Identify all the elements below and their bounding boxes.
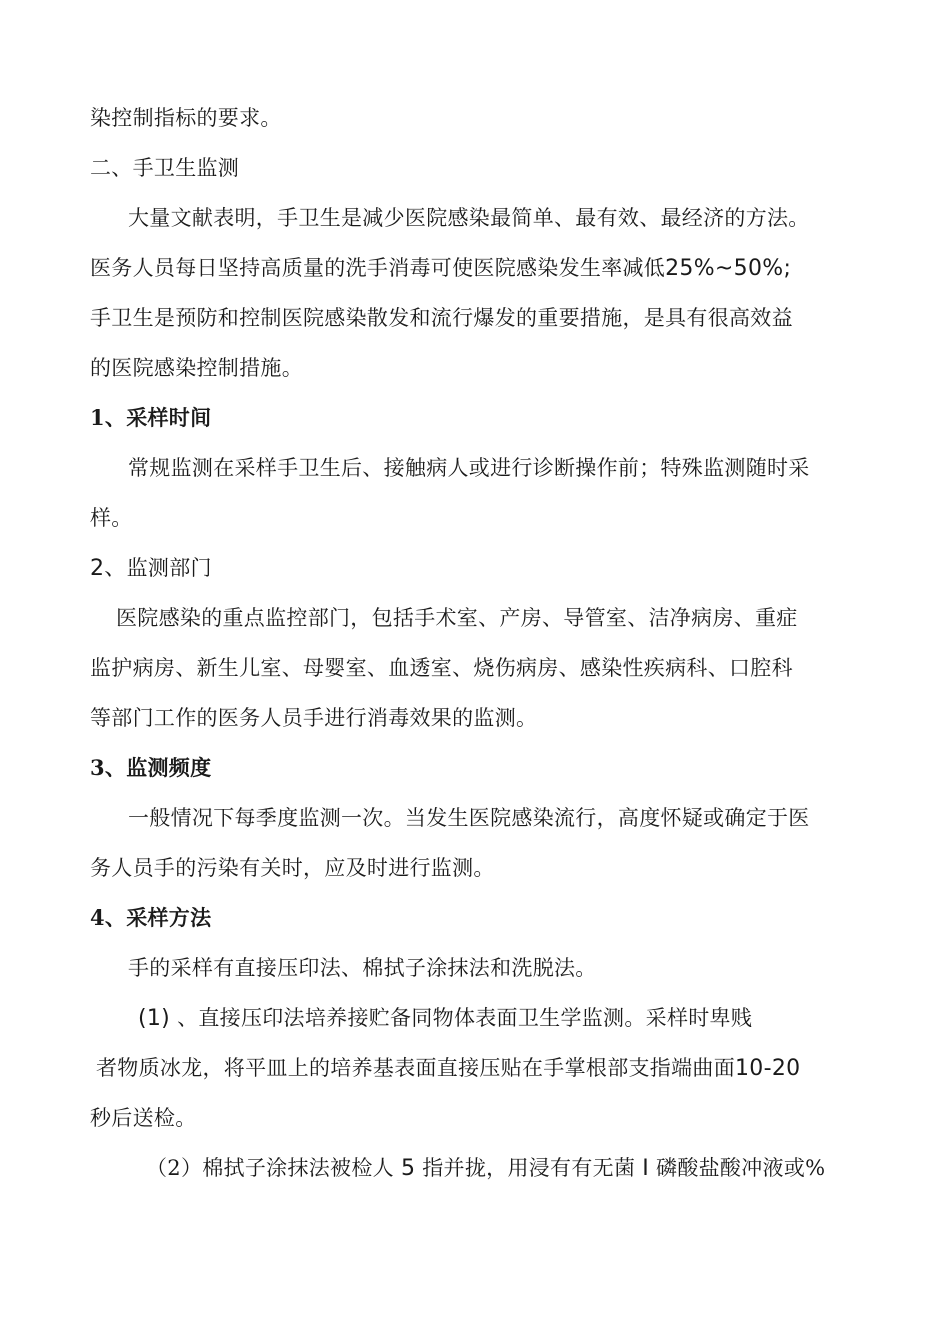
item-number: (1): [138, 1006, 171, 1031]
text-run: 医务人员每日坚持高质量的洗手消毒可使医院感染发生率减低: [90, 256, 666, 280]
text-run: 样。: [90, 506, 133, 530]
text-run: 大量文献表明，手卫生是减少医院感染最简单、最有效、最经济的方法。: [128, 206, 810, 230]
paragraph-line: [90, 704, 870, 732]
text-run: 监护病房、新生儿室、母婴室、血透室、烧伤病房、感染性疾病科、口腔科: [90, 656, 793, 680]
paragraph-line: [116, 604, 896, 632]
duration-range: 10-20: [735, 1056, 801, 1081]
text-run: 秒后送检。: [90, 1106, 197, 1130]
text-run: 手的采样有直接压印法、棉拭子涂抹法和洗脱法。: [128, 956, 597, 980]
subsection-heading: [90, 904, 870, 932]
paragraph-line: [90, 1104, 870, 1132]
paragraph-line: [96, 1054, 876, 1083]
stray-glyph: I: [642, 1156, 650, 1181]
finger-count: 5: [400, 1156, 416, 1181]
paragraph-line: [146, 1154, 926, 1183]
subsection-heading: [90, 554, 870, 583]
heading-text: 3、监测频度: [90, 755, 212, 780]
paragraph-line: [128, 204, 908, 232]
paragraph-line: [128, 954, 908, 982]
subsection-heading: [90, 404, 870, 432]
paragraph-line: [90, 504, 870, 532]
heading-text: 监测部门: [126, 556, 212, 580]
text-run: 手卫生是预防和控制医院感染散发和流行爆发的重要措施，是具有很高效益: [90, 306, 793, 330]
text-run: 染控制指标的要求。: [90, 106, 282, 130]
text-run: 、直接压印法培养接贮备同物体表面卫生学监测。采样时卑贱: [177, 1006, 753, 1030]
text-run: 常规监测在采样手卫生后、接触病人或进行诊断操作前；特殊监测随时采: [128, 456, 810, 480]
paragraph-line: [90, 254, 870, 283]
paragraph-line: [128, 804, 908, 832]
text-run: 务人员手的污染有关时，应及时进行监测。: [90, 856, 495, 880]
heading-text: 二、手卫生监测: [90, 156, 240, 180]
percent-range: 25%~50%;: [665, 256, 792, 281]
text-run: 磷酸盐酸冲液或%: [656, 1156, 826, 1180]
text-run: 指并拢，用浸有有无菌: [422, 1156, 636, 1180]
heading-number: 2、: [90, 556, 127, 581]
paragraph-line: [138, 1004, 918, 1033]
section-heading: [90, 154, 870, 182]
paragraph-line: [90, 854, 870, 882]
paragraph-line: [90, 304, 870, 332]
heading-text: 1、采样时间: [90, 405, 212, 430]
text-run: 一般情况下每季度监测一次。当发生医院感染流行，高度怀疑或确定于医: [128, 806, 810, 830]
text-run: 等部门工作的医务人员手进行消毒效果的监测。: [90, 706, 538, 730]
text-line: [90, 104, 870, 132]
text-run: 者物质冰龙，将平皿上的培养基表面直接压贴在手掌根部支指端曲面: [96, 1056, 735, 1080]
paragraph-line: [128, 454, 908, 482]
heading-text: 4、采样方法: [90, 905, 212, 930]
subsection-heading: [90, 754, 870, 782]
text-run: 的医院感染控制措施。: [90, 356, 303, 380]
text-run: （2）棉拭子涂抹法被检人: [146, 1156, 394, 1180]
text-run: 医院感染的重点监控部门，包括手术室、产房、导管室、洁净病房、重症: [116, 606, 798, 630]
paragraph-line: [90, 654, 870, 682]
paragraph-line: [90, 354, 870, 382]
